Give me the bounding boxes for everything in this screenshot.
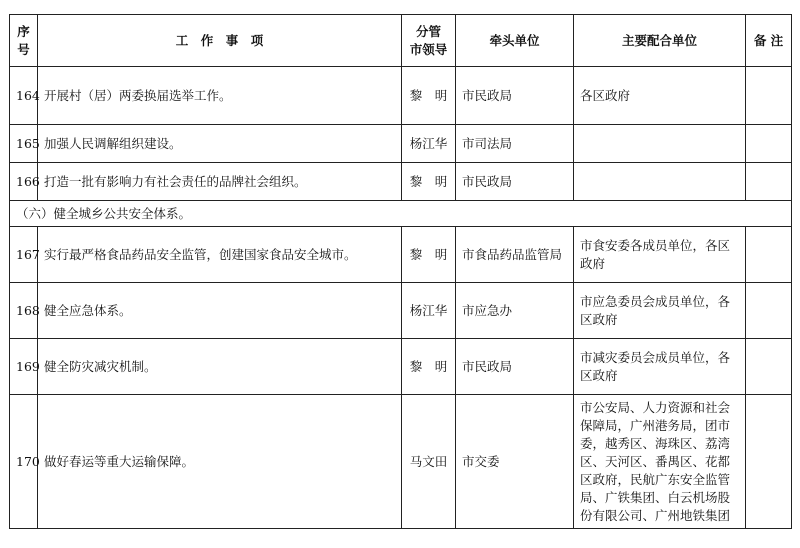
row-lead-unit: 市交委 [456, 395, 574, 529]
row-item: 做好春运等重大运输保障。 [38, 395, 402, 529]
row-coop: 各区政府 [574, 67, 746, 125]
row-lead-unit: 市民政局 [456, 163, 574, 201]
row-number: 164 [10, 67, 38, 125]
row-note [746, 227, 792, 283]
row-leader: 黎 明 [402, 67, 456, 125]
row-note [746, 283, 792, 339]
row-coop [574, 163, 746, 201]
row-coop: 市应急委员会成员单位，各区政府 [574, 283, 746, 339]
row-lead-unit: 市食品药品监管局 [456, 227, 574, 283]
row-number: 169 [10, 339, 38, 395]
row-leader: 黎 明 [402, 227, 456, 283]
section-heading-row [10, 201, 792, 227]
header-lead-unit: 牵头单位 [456, 15, 574, 67]
row-item: 健全应急体系。 [38, 283, 402, 339]
row-note [746, 67, 792, 125]
row-lead-unit: 市应急办 [456, 283, 574, 339]
row-number: 167 [10, 227, 38, 283]
row-item: 加强人民调解组织建设。 [38, 125, 402, 163]
table-header-row [10, 15, 792, 67]
row-leader: 杨江华 [402, 125, 456, 163]
table-row [10, 163, 792, 201]
row-lead-unit: 市民政局 [456, 339, 574, 395]
table-row [10, 67, 792, 125]
row-number: 170 [10, 395, 38, 529]
row-lead-unit: 市民政局 [456, 67, 574, 125]
row-number: 168 [10, 283, 38, 339]
row-item: 开展村（居）两委换届选举工作。 [38, 67, 402, 125]
row-coop: 市公安局、人力资源和社会保障局，广州港务局，团市委，越秀区、海珠区、荔湾区、天河区、番禺区、花都区政府，民航广东安全监管局、广铁集团、白云机场股份有限公司、广州地铁集团 [574, 395, 746, 529]
table-row [10, 395, 792, 529]
table-row [10, 227, 792, 283]
row-note [746, 163, 792, 201]
row-number: 165 [10, 125, 38, 163]
row-leader: 杨江华 [402, 283, 456, 339]
table-row [10, 125, 792, 163]
work-items-table [9, 14, 792, 529]
header-item: 工 作 事 项 [38, 15, 402, 67]
table-row [10, 283, 792, 339]
row-lead-unit: 市司法局 [456, 125, 574, 163]
row-item: 实行最严格食品药品安全监管，创建国家食品安全城市。 [38, 227, 402, 283]
header-seq: 序号 [10, 15, 38, 67]
row-leader: 黎 明 [402, 163, 456, 201]
row-leader: 马文田 [402, 395, 456, 529]
row-item: 打造一批有影响力有社会责任的品牌社会组织。 [38, 163, 402, 201]
row-coop: 市减灾委员会成员单位，各区政府 [574, 339, 746, 395]
row-note [746, 339, 792, 395]
header-note: 备 注 [746, 15, 792, 67]
header-coop: 主要配合单位 [574, 15, 746, 67]
section-heading: （六）健全城乡公共安全体系。 [10, 201, 792, 227]
row-coop: 市食安委各成员单位，各区政府 [574, 227, 746, 283]
table-row [10, 339, 792, 395]
row-leader: 黎 明 [402, 339, 456, 395]
row-note [746, 125, 792, 163]
header-leader: 分管 市领导 [402, 15, 456, 67]
row-item: 健全防灾减灾机制。 [38, 339, 402, 395]
row-number: 166 [10, 163, 38, 201]
row-coop [574, 125, 746, 163]
row-note [746, 395, 792, 529]
